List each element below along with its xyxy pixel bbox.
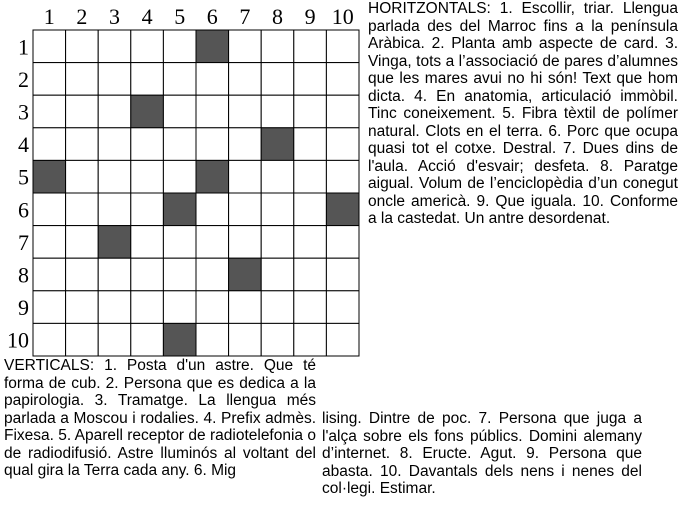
grid-cell[interactable] <box>294 323 327 356</box>
grid-cell[interactable] <box>294 63 327 96</box>
black-cell <box>98 226 131 259</box>
grid-cell[interactable] <box>326 323 359 356</box>
grid-cell[interactable] <box>66 226 99 259</box>
grid-cell[interactable] <box>229 291 262 324</box>
grid-cell[interactable] <box>131 258 164 291</box>
grid-cell[interactable] <box>196 193 229 226</box>
grid-cell[interactable] <box>163 128 196 161</box>
row-number: 3 <box>18 99 29 125</box>
grid-cell[interactable] <box>326 226 359 259</box>
column-number: 8 <box>272 4 283 29</box>
grid-cell[interactable] <box>326 95 359 128</box>
row-number: 8 <box>18 262 29 288</box>
black-cell <box>196 160 229 193</box>
column-number: 1 <box>43 4 55 29</box>
grid-cell[interactable] <box>131 63 164 96</box>
grid-cell[interactable] <box>33 95 66 128</box>
grid-cell[interactable] <box>66 193 99 226</box>
grid-cell[interactable] <box>66 291 99 324</box>
grid-cell[interactable] <box>229 193 262 226</box>
grid-cell[interactable] <box>98 323 131 356</box>
grid-cell[interactable] <box>163 291 196 324</box>
grid-cell[interactable] <box>294 30 327 63</box>
column-number: 3 <box>109 4 120 29</box>
grid-cell[interactable] <box>66 258 99 291</box>
grid-cell[interactable] <box>196 323 229 356</box>
horizontal-clues <box>368 0 678 228</box>
grid-cell[interactable] <box>33 226 66 259</box>
row-number: 9 <box>18 295 29 321</box>
grid-cell[interactable] <box>66 323 99 356</box>
black-cell <box>163 323 196 356</box>
grid-cell[interactable] <box>229 160 262 193</box>
grid-cell[interactable] <box>326 128 359 161</box>
grid-cell[interactable] <box>66 160 99 193</box>
grid-cell[interactable] <box>131 160 164 193</box>
grid-cell[interactable] <box>66 30 99 63</box>
grid-cell[interactable] <box>326 63 359 96</box>
grid-cell[interactable] <box>326 258 359 291</box>
grid-cell[interactable] <box>66 95 99 128</box>
black-cell <box>196 30 229 63</box>
column-number: 6 <box>206 4 218 29</box>
grid-cell[interactable] <box>163 63 196 96</box>
grid-cell[interactable] <box>98 291 131 324</box>
grid-cell[interactable] <box>229 95 262 128</box>
grid-cell[interactable] <box>229 128 262 161</box>
horizontal-clues-heading: HORITZONTALS: <box>368 0 491 17</box>
grid-cell[interactable] <box>98 193 131 226</box>
grid-cell[interactable] <box>196 63 229 96</box>
grid-cell[interactable] <box>261 226 294 259</box>
grid-cell[interactable] <box>131 323 164 356</box>
grid-cell[interactable] <box>66 128 99 161</box>
column-number: 5 <box>174 4 186 29</box>
black-cell <box>163 193 196 226</box>
grid-cell[interactable] <box>98 258 131 291</box>
grid-cell[interactable] <box>98 95 131 128</box>
vertical-clues-column-1 <box>4 357 316 480</box>
row-number: 4 <box>18 132 29 158</box>
column-number: 10 <box>331 4 354 29</box>
grid-cell[interactable] <box>294 291 327 324</box>
grid-cell[interactable] <box>326 291 359 324</box>
grid-cell[interactable] <box>163 160 196 193</box>
column-number: 4 <box>141 4 153 29</box>
column-number: 9 <box>304 4 316 29</box>
grid-cell[interactable] <box>33 323 66 356</box>
black-cell <box>326 193 359 226</box>
grid-cell[interactable] <box>131 291 164 324</box>
vertical-clues-column-2 <box>322 410 642 498</box>
grid-cell[interactable] <box>294 128 327 161</box>
grid-cell[interactable] <box>98 160 131 193</box>
grid-cell[interactable] <box>163 258 196 291</box>
row-number: 1 <box>18 34 29 60</box>
grid-cell[interactable] <box>229 323 262 356</box>
grid-cell[interactable] <box>326 160 359 193</box>
column-number: 2 <box>76 4 88 29</box>
grid-cell[interactable] <box>163 226 196 259</box>
grid-cell[interactable] <box>229 63 262 96</box>
black-cell <box>261 128 294 161</box>
vertical-clues-heading: VERTICALS: <box>4 357 95 374</box>
grid-cell[interactable] <box>294 160 327 193</box>
grid-cell[interactable] <box>131 128 164 161</box>
grid-cell[interactable] <box>294 193 327 226</box>
grid-cell[interactable] <box>163 30 196 63</box>
grid-cell[interactable] <box>229 226 262 259</box>
grid-cell[interactable] <box>261 193 294 226</box>
vertical-clues-text-part-2: lising. Dintre de poc. 7. Persona que juga a l'alça sobre els fons públics. Domini alemany d’internet. 8. Eructe. Agut. 9. Persona que abasta. 10. Davantals dels nens i nenes del col·legi. Estimar. <box>322 410 642 497</box>
grid-cell[interactable] <box>294 95 327 128</box>
row-number: 7 <box>18 229 29 255</box>
grid-cell[interactable] <box>229 30 262 63</box>
grid-cell[interactable] <box>196 258 229 291</box>
row-number: 5 <box>18 164 29 190</box>
column-number: 7 <box>239 4 251 29</box>
grid-cell[interactable] <box>294 258 327 291</box>
grid-cell[interactable] <box>261 323 294 356</box>
horizontal-clues-text: 1. Escollir, triar. Llengua parlada des del Marroc fins a la península Aràbica. 2. Planta amb aspecte de card. 3. Vinga, tots a l’associació de pares d’alumnes que les mares avui no hi són! Text que hom dicta. 4. En anatomia, articulació immòbil. Tinc coneixement. 5. Fibra tèxtil de polímer natural. Clots en el terra. 6. Porc que ocupa quasi tot el cotxe. Destral. 7. Dues dins de l'aula. Acció d'esvair; desfeta. 8. Paratge aigual. Volum de l’enciclopèdia d’un conegut oncle americà. 9. Que iguala. 10. Conforme a la castedat. Un antre desordenat. <box>368 0 678 227</box>
black-cell <box>229 258 262 291</box>
grid-cell[interactable] <box>131 193 164 226</box>
grid-cell[interactable] <box>33 128 66 161</box>
grid-cell[interactable] <box>294 226 327 259</box>
grid-cell[interactable] <box>33 193 66 226</box>
grid-cell[interactable] <box>33 258 66 291</box>
row-number: 2 <box>18 66 29 92</box>
grid-cell[interactable] <box>163 95 196 128</box>
grid-cell[interactable] <box>261 95 294 128</box>
grid-cell[interactable] <box>33 63 66 96</box>
row-number: 10 <box>7 327 29 353</box>
grid-cell[interactable] <box>261 291 294 324</box>
grid-cell[interactable] <box>33 30 66 63</box>
black-cell <box>33 160 66 193</box>
grid-cell[interactable] <box>196 128 229 161</box>
vertical-clues-text-part-1: 1. Posta d'un astre. Que té forma de cub. 2. Persona que es dedica a la papirologia. 3. Tramatge. La llengua més parlada a Moscou i rodalies. 4. Prefix admès. Fixesa. 5. Aparell receptor de radiotelefonia o de radiodifusió. Astre lluminós al voltant del qual gira la Terra cada any. 6. Mig <box>4 357 317 479</box>
grid-cell[interactable] <box>261 160 294 193</box>
grid-cell[interactable] <box>33 291 66 324</box>
grid-cell[interactable] <box>326 30 359 63</box>
row-number: 6 <box>18 197 29 223</box>
grid-cell[interactable] <box>196 291 229 324</box>
grid-cell[interactable] <box>261 258 294 291</box>
grid-cell[interactable] <box>66 63 99 96</box>
grid-cell[interactable] <box>196 95 229 128</box>
grid-cell[interactable] <box>261 30 294 63</box>
grid-cell[interactable] <box>98 63 131 96</box>
grid-cell[interactable] <box>196 226 229 259</box>
grid-cell[interactable] <box>98 30 131 63</box>
grid-cell[interactable] <box>131 30 164 63</box>
black-cell <box>131 95 164 128</box>
grid-cell[interactable] <box>261 63 294 96</box>
grid-cell[interactable] <box>98 128 131 161</box>
grid-cell[interactable] <box>131 226 164 259</box>
